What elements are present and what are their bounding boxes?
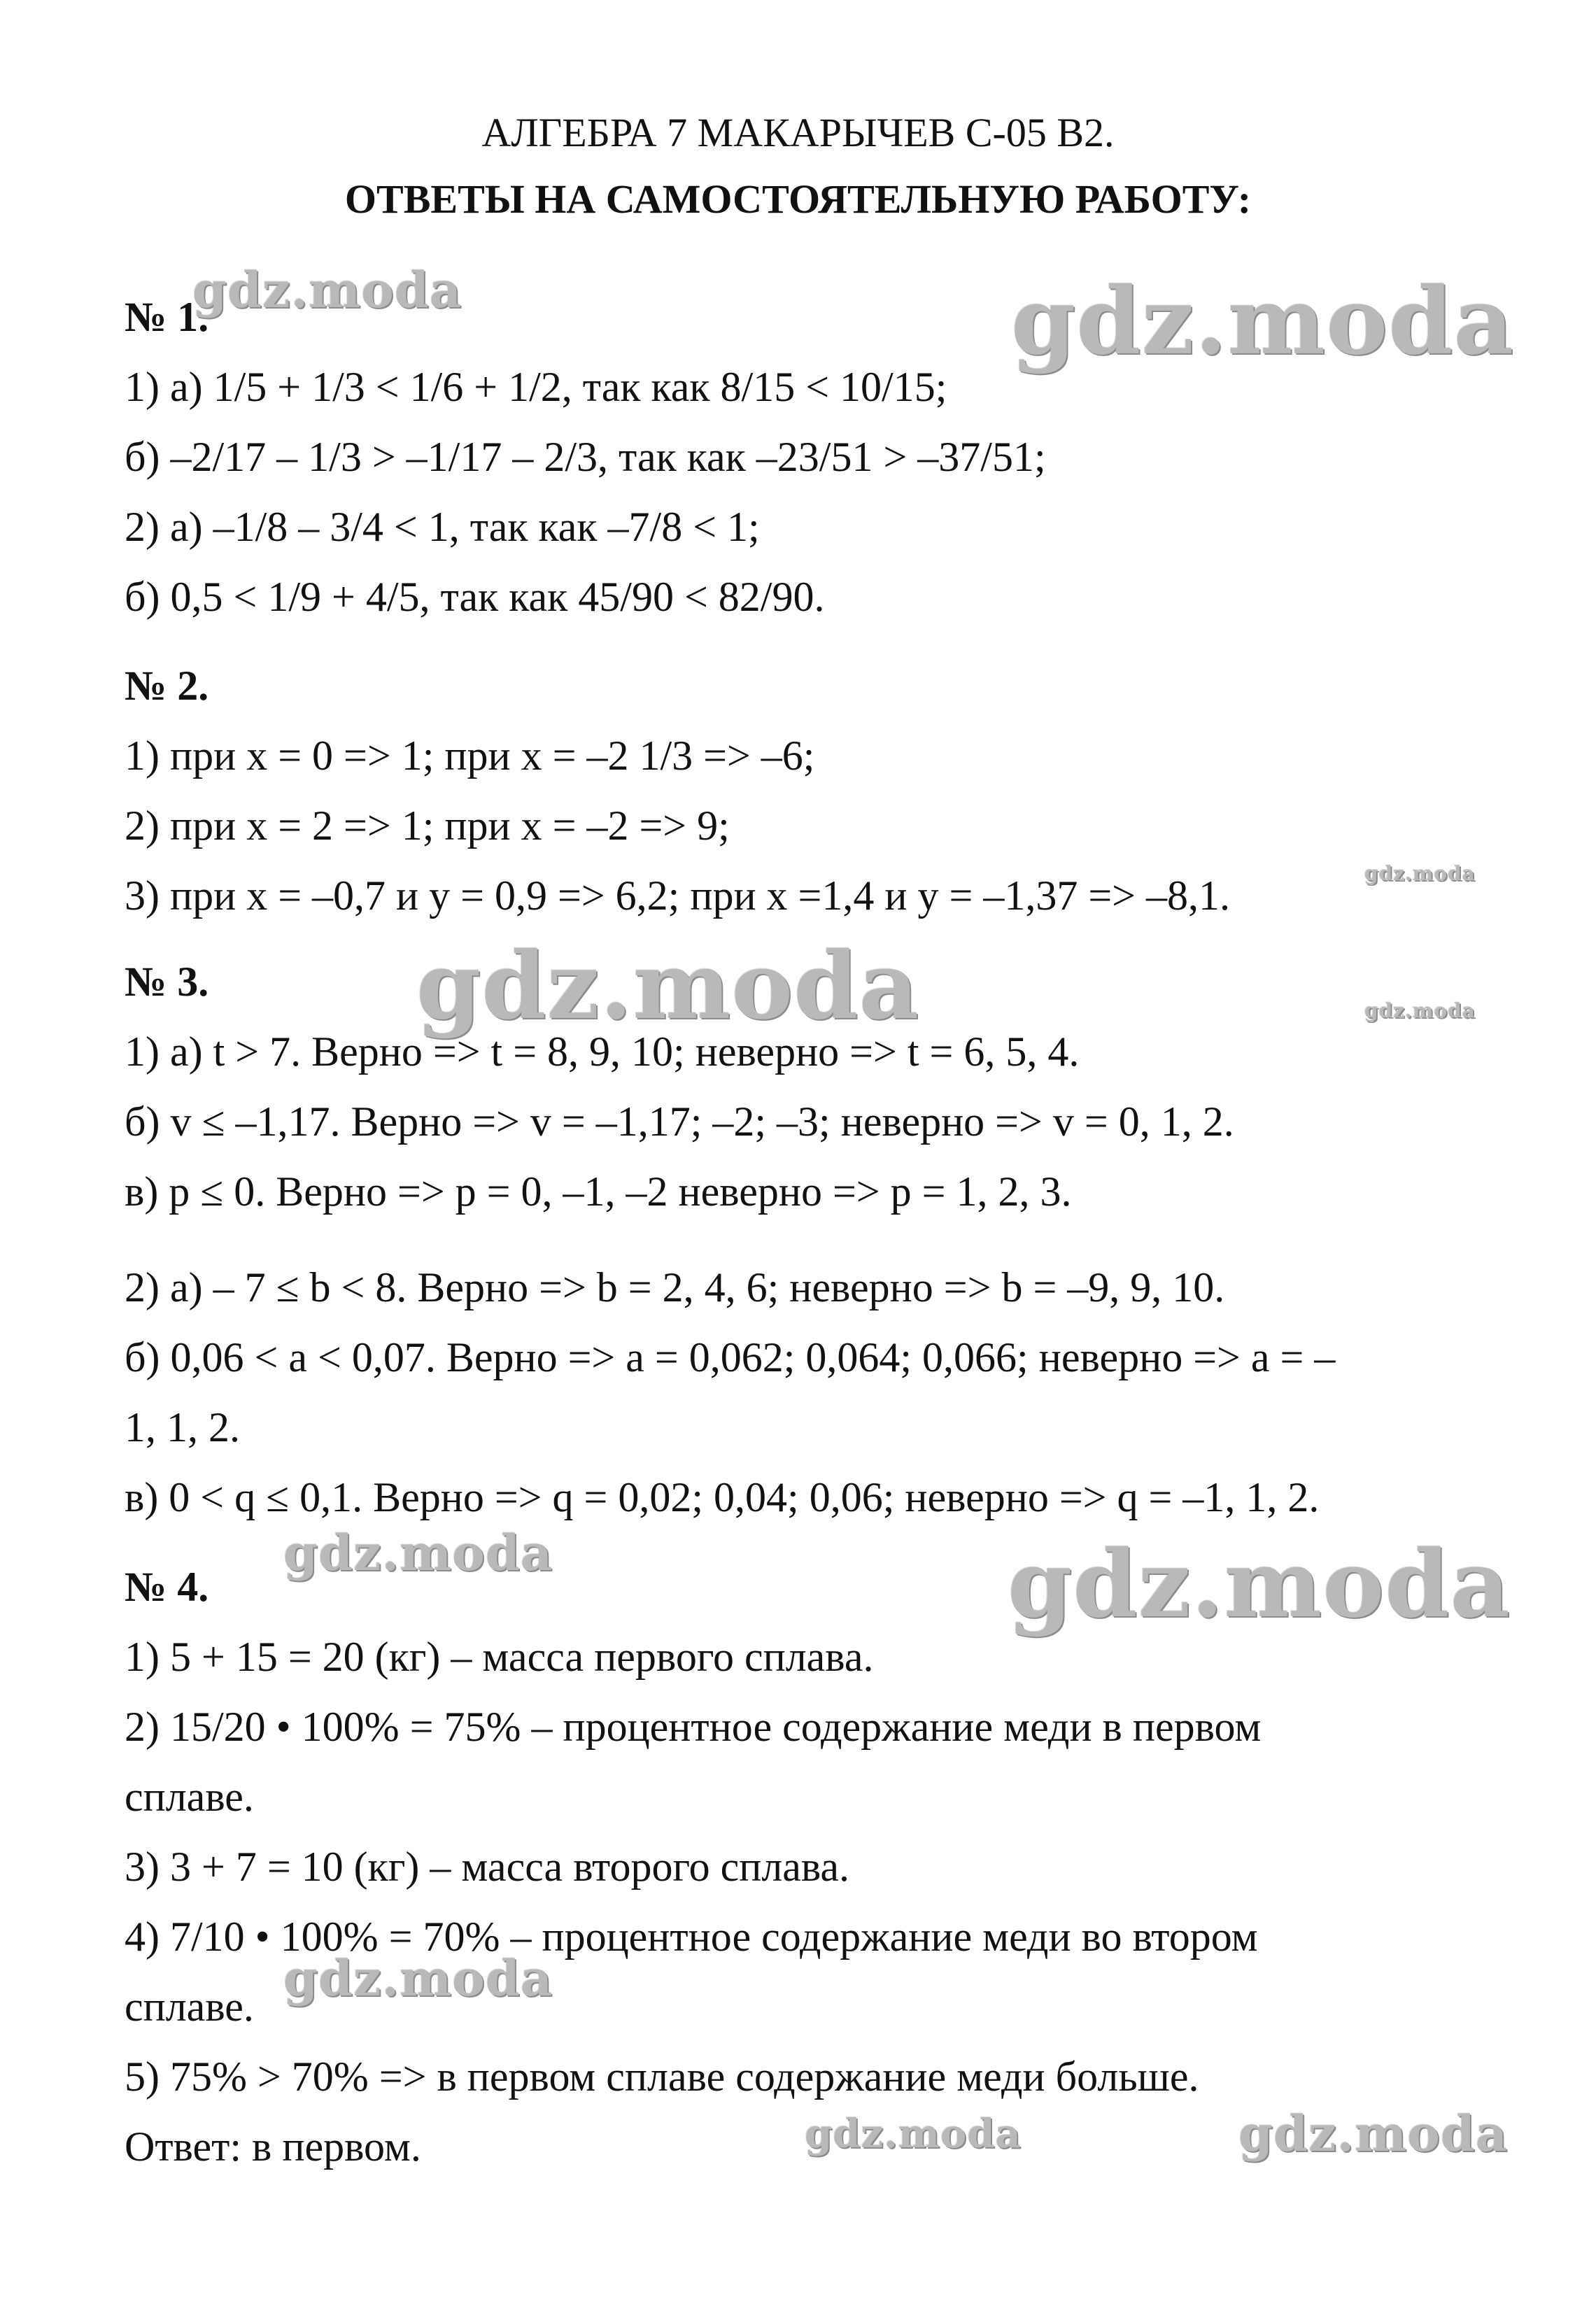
watermark: gdz.moda: [283, 1949, 553, 2007]
watermark: gdz.moda: [805, 2111, 1022, 2157]
task4-line-7: 5) 75% > 70% => в первом сплаве содержание меди больше.: [125, 2054, 1199, 2100]
task1-line-3: 2) а) –1/8 – 3/4 < 1, так как –7/8 < 1;: [125, 504, 760, 550]
watermark: gdz.moda: [416, 932, 920, 1040]
task1-line-4: б) 0,5 < 1/9 + 4/5, так как 45/90 < 82/90.: [125, 574, 825, 620]
task1-line-1: 1) а) 1/5 + 1/3 < 1/6 + 1/2, так как 8/15 < 10/15;: [125, 364, 947, 410]
task3-line-4: 2) а) – 7 ≤ b < 8. Верно => b = 2, 4, 6; неверно => b = –9, 9, 10.: [125, 1264, 1225, 1310]
task4-line-2: 2) 15/20 • 100% = 75% – процентное содержание меди в первом: [125, 1704, 1262, 1750]
task3-line-1: 1) а) t > 7. Верно => t = 8, 9, 10; неверно => t = 6, 5, 4.: [125, 1029, 1080, 1075]
watermark: gdz.moda: [1238, 2105, 1509, 2163]
task4-line-1: 1) 5 + 15 = 20 (кг) – масса первого сплава.: [125, 1634, 874, 1680]
task4-line-3: сплаве.: [125, 1774, 254, 1820]
watermark: gdz.moda: [1364, 999, 1476, 1022]
task3-line-6: 1, 1, 2.: [125, 1404, 240, 1450]
task4-line-6: сплаве.: [125, 1984, 254, 2030]
task3-line-5: б) 0,06 < a < 0,07. Верно => a = 0,062; 0,064; 0,066; неверно => a = –: [125, 1334, 1336, 1380]
task4-line-4: 3) 3 + 7 = 10 (кг) – масса второго сплава.: [125, 1844, 850, 1890]
task3-line-7: в) 0 < q ≤ 0,1. Верно => q = 0,02; 0,04; 0,06; неверно => q = –1, 1, 2.: [125, 1474, 1320, 1520]
task1-line-2: б) –2/17 – 1/3 > –1/17 – 2/3, так как –23/51 > –37/51;: [125, 434, 1046, 480]
watermark: gdz.moda: [1364, 862, 1476, 885]
task3-heading: № 3.: [125, 959, 209, 1005]
watermark: gdz.moda: [192, 261, 462, 319]
watermark: gdz.moda: [1008, 1530, 1511, 1639]
task4-heading: № 4.: [125, 1564, 209, 1610]
watermark: gdz.moda: [283, 1524, 553, 1582]
page-title: АЛГЕБРА 7 МАКАРЫЧЕВ С-05 В2.: [481, 110, 1115, 155]
task4-line-5: 4) 7/10 • 100% = 70% – процентное содержание меди во втором: [125, 1914, 1258, 1960]
task4-answer: Ответ: в первом.: [125, 2123, 421, 2170]
task3-line-3: в) p ≤ 0. Верно => p = 0, –1, –2 неверно => p = 1, 2, 3.: [125, 1168, 1072, 1215]
page-subtitle: ОТВЕТЫ НА САМОСТОЯТЕЛЬНУЮ РАБОТУ:: [344, 176, 1252, 222]
task2-line-1: 1) при x = 0 => 1; при x = –2 1/3 => –6;: [125, 733, 815, 779]
watermark: gdz.moda: [1011, 267, 1515, 376]
task3-line-2: б) v ≤ –1,17. Верно => v = –1,17; –2; –3; неверно => v = 0, 1, 2.: [125, 1098, 1234, 1145]
task2-heading: № 2.: [125, 663, 209, 709]
task2-line-2: 2) при x = 2 => 1; при x = –2 => 9;: [125, 803, 730, 849]
task2-line-3: 3) при x = –0,7 и y = 0,9 => 6,2; при x =1,4 и y = –1,37 => –8,1.: [125, 872, 1231, 919]
task1-heading: № 1.: [125, 294, 209, 340]
